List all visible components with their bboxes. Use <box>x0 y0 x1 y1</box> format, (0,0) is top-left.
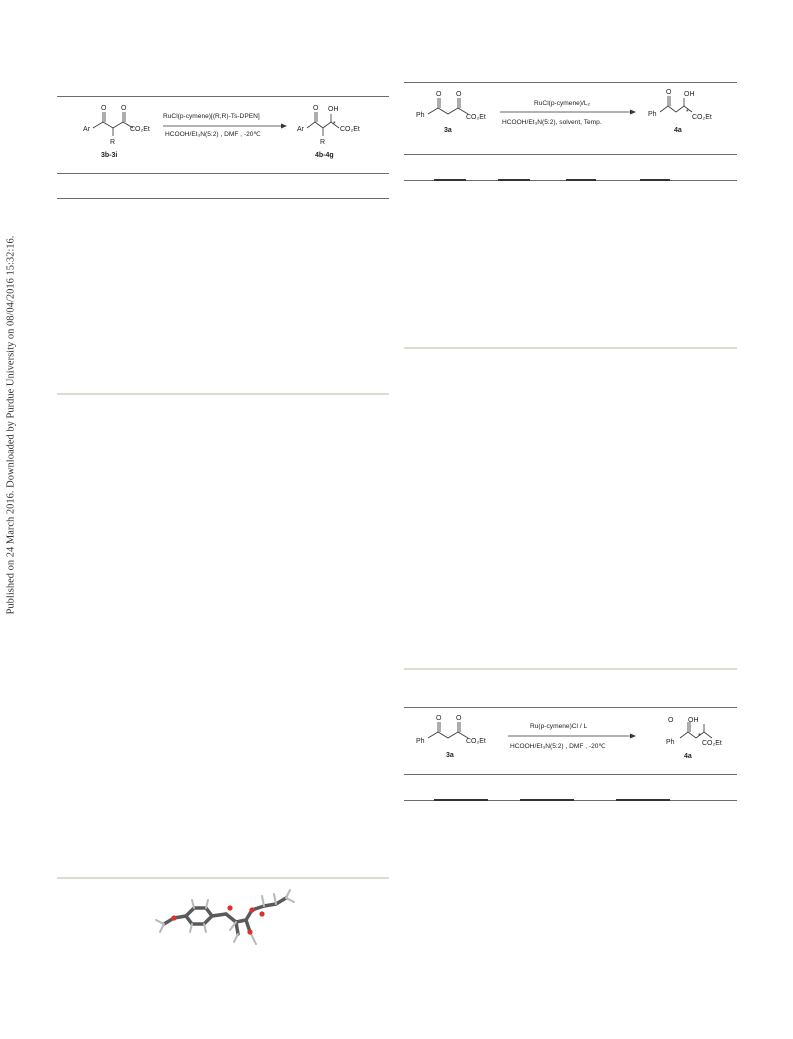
table2-column-group-line <box>434 179 466 181</box>
table-header-rule <box>57 173 389 174</box>
product-substituent: Ar <box>297 126 304 133</box>
table2-header-rule <box>404 154 737 155</box>
table2-column-group-line <box>566 179 596 181</box>
product-label: 4b-4g <box>315 152 334 159</box>
product-oh: OH <box>684 91 695 98</box>
reagent-above: RuCl(p-cymene)/L₂ <box>534 100 591 107</box>
reactant-substituent: Ph <box>416 738 425 745</box>
reagent-above: RuCl(p-cymene)[(R,R)-Ts-DPEN] <box>163 113 260 120</box>
reactant-label: 3a <box>444 127 452 134</box>
table-top-rule <box>57 96 389 97</box>
product-ester: CO₂Et <box>692 114 712 121</box>
table3-caption-rule <box>404 668 737 670</box>
table2-top-rule <box>404 82 737 83</box>
reactant-label: 3b-3i <box>101 152 118 159</box>
product-oh: OH <box>688 717 699 724</box>
crystal-structure-figure <box>150 888 310 950</box>
sidebar-text: Published on 24 March 2016. Downloaded by Purdue University on 08/04/2016 15:32:16. <box>5 235 17 615</box>
table3-column-group-line <box>616 799 670 801</box>
table3-column-group-line <box>520 799 574 801</box>
reactant-ester: CO₂Et <box>466 738 486 745</box>
table2-bottom-rule <box>404 347 737 349</box>
reagent-above: Ru(p-cymene)Cl / L <box>530 723 588 730</box>
scheme-top-right-reaction <box>404 86 737 152</box>
svg-text:O: O <box>436 91 442 98</box>
reactant-ester: CO₂Et <box>466 114 486 121</box>
table2-column-group-line <box>498 179 530 181</box>
table3-header-rule <box>404 774 737 775</box>
reactant-r-group: R <box>110 139 116 146</box>
table3-column-group-line <box>434 799 488 801</box>
scheme-bottom-right-reaction <box>404 710 737 774</box>
product-label: 4a <box>674 127 682 134</box>
svg-text:O: O <box>456 91 462 98</box>
reactant-substituent: Ph <box>416 112 425 119</box>
product-substituent: Ph <box>648 111 657 118</box>
reagent-below: HCOOH/Et₃N(5:2) , DMF , -20℃ <box>510 743 606 750</box>
reactant-ester: CO₂Et <box>130 126 150 133</box>
product-substituent: Ph <box>666 739 675 746</box>
reactant-label: 3a <box>446 752 454 759</box>
svg-text:O: O <box>121 105 127 112</box>
scheme-left-reaction <box>57 98 389 174</box>
svg-text:O: O <box>666 89 672 96</box>
table-bottom-rule <box>57 393 389 395</box>
reactant-substituent: Ar <box>83 126 90 133</box>
product-ester: CO₂Et <box>702 740 722 747</box>
svg-text:O: O <box>668 717 674 724</box>
stereo-mark: * <box>686 109 689 116</box>
table-column-rule <box>57 198 389 199</box>
svg-text:O: O <box>101 105 107 112</box>
table2-column-group-line <box>640 179 670 181</box>
publication-sidebar-note <box>3 230 19 620</box>
svg-text:O: O <box>436 715 442 722</box>
reagent-below: HCOOH/Et₃N(5:2) , DMF , -20℃ <box>165 131 261 138</box>
table3-top-rule <box>404 707 737 708</box>
svg-text:O: O <box>313 105 319 112</box>
product-label: 4a <box>684 753 692 760</box>
figure-top-rule <box>57 877 389 879</box>
stereo-mark: * <box>333 121 336 128</box>
product-ester: CO₂Et <box>340 126 360 133</box>
stereo-mark: * <box>698 733 701 740</box>
product-oh: OH <box>328 106 339 113</box>
product-r-group: R <box>320 139 326 146</box>
svg-text:O: O <box>456 715 462 722</box>
reagent-below: HCOOH/Et₃N(5:2), solvent, Temp. <box>502 119 602 126</box>
